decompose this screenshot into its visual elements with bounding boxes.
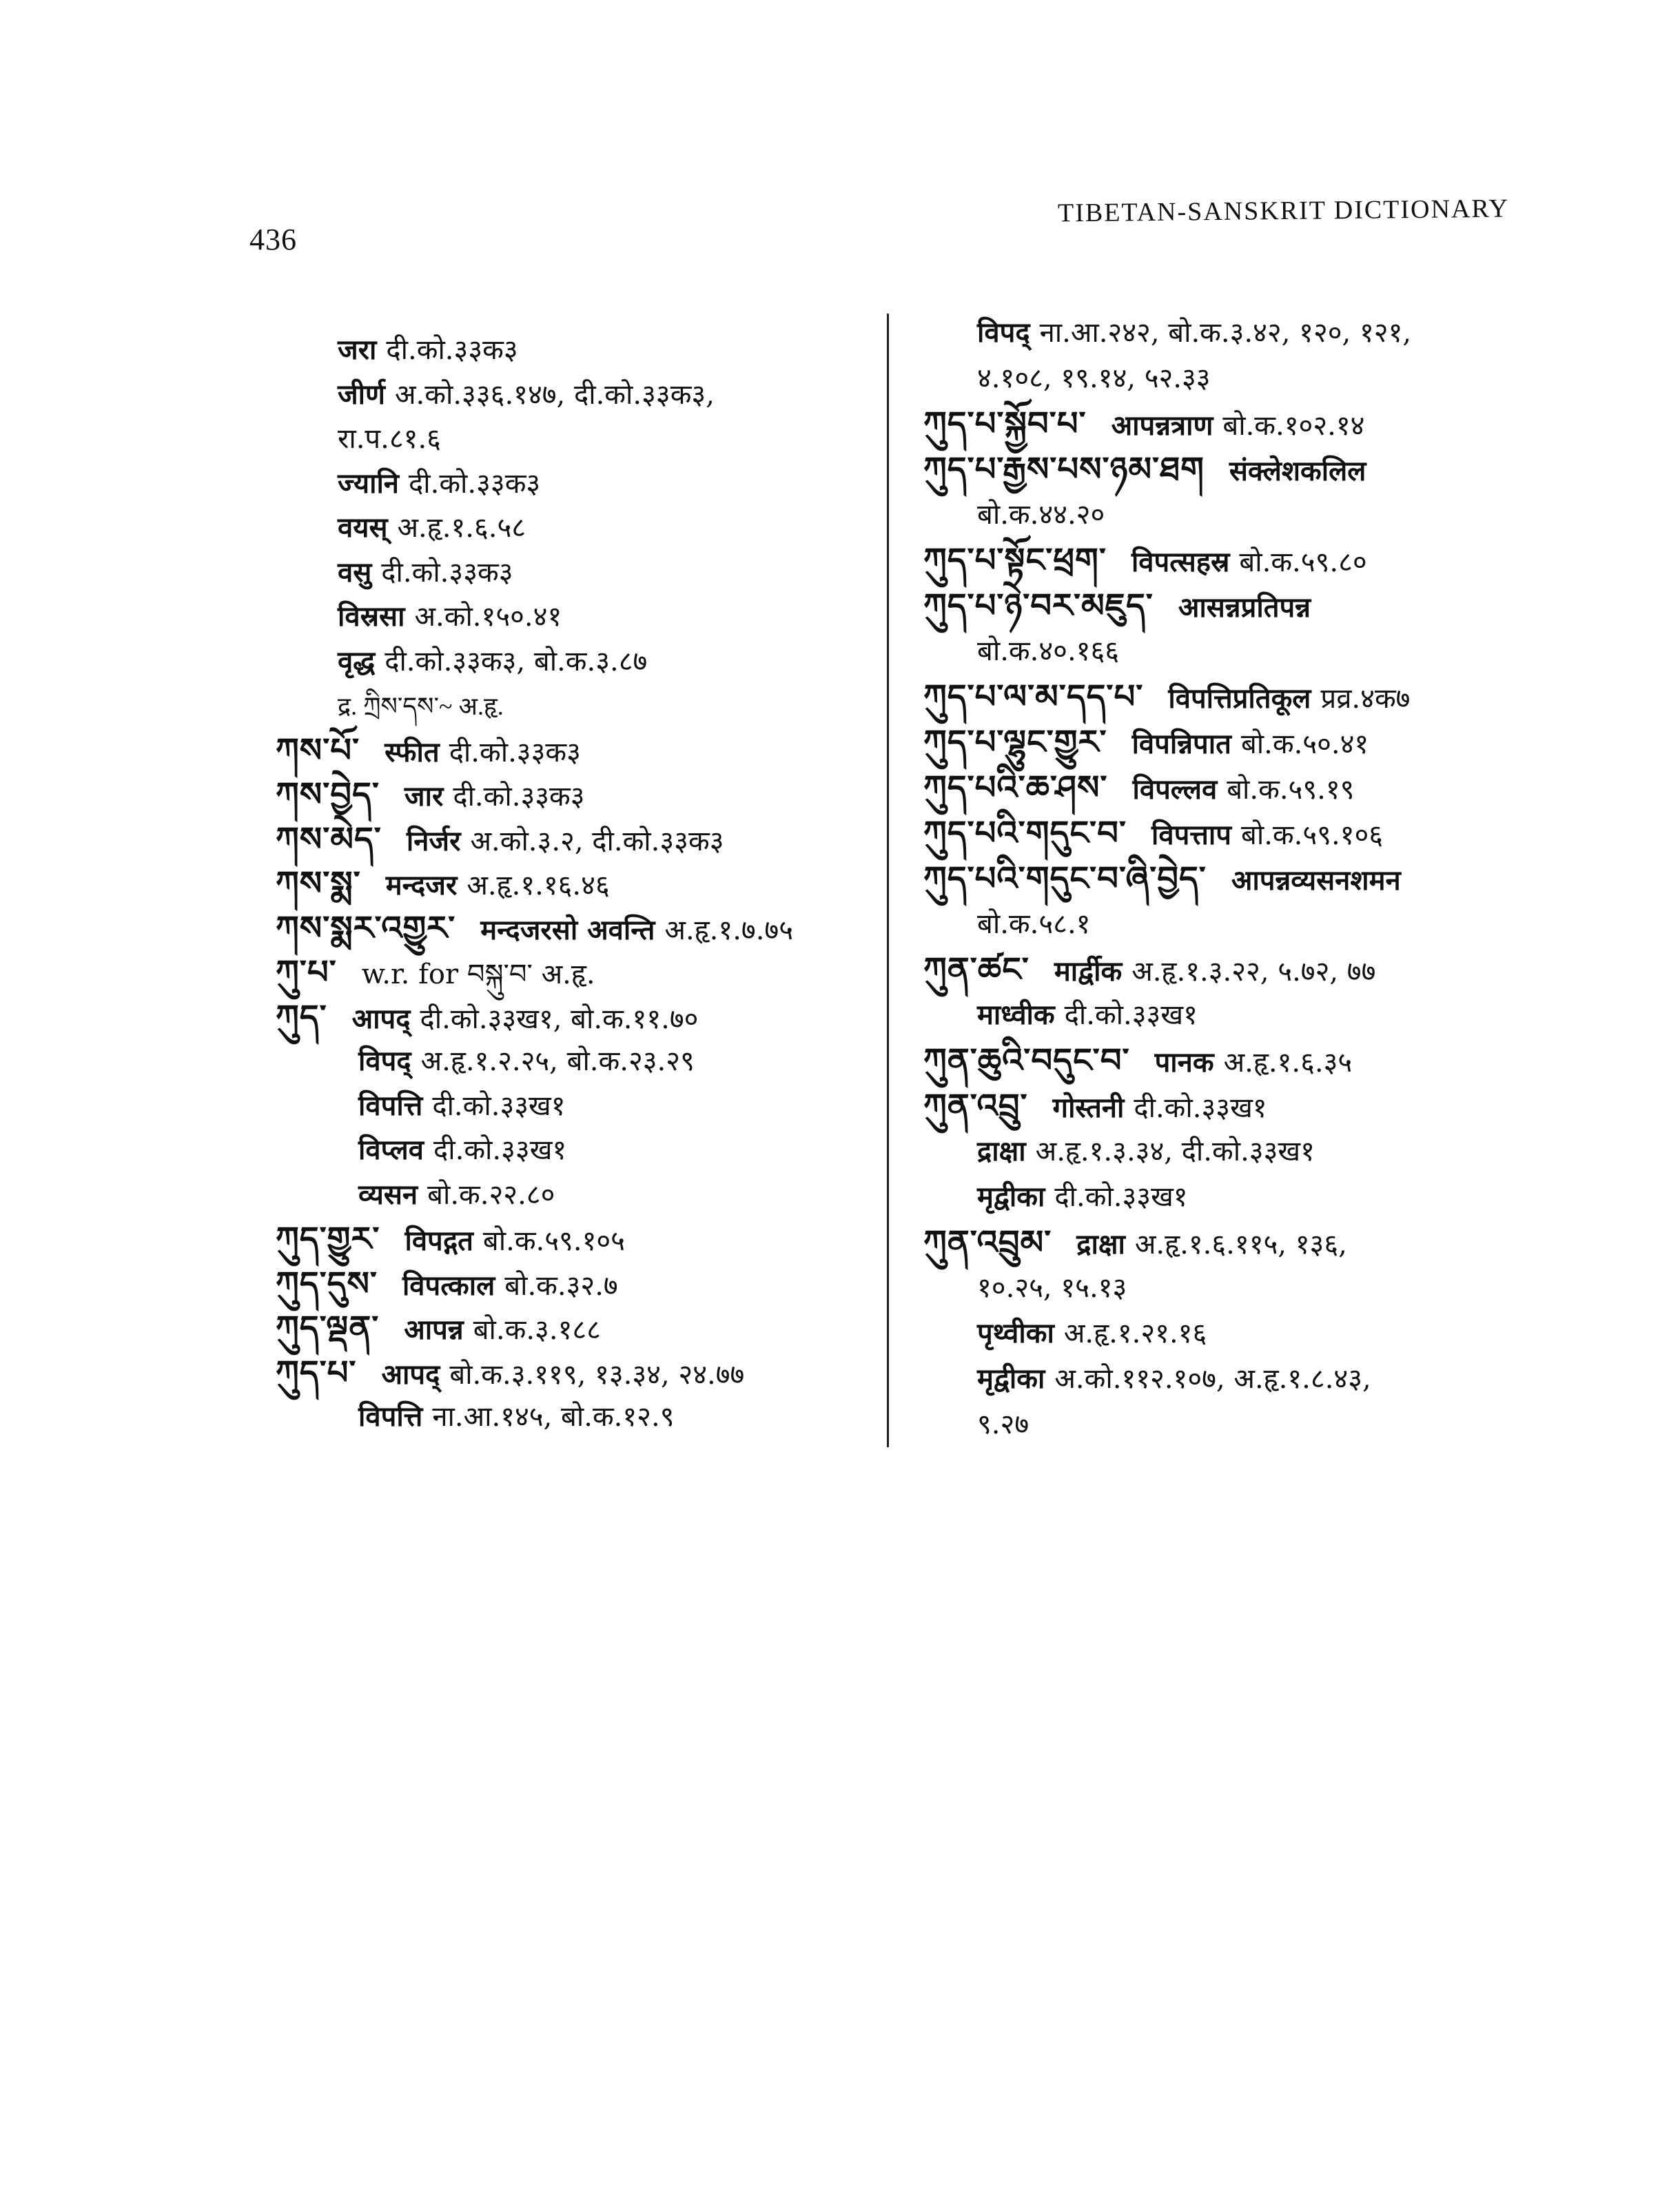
entry-headword-line <box>923 1223 1347 1262</box>
entry-headword-line <box>276 1309 601 1347</box>
source-reference: दी.को.३३ख१ <box>1064 999 1198 1031</box>
sanskrit-equivalent: मृद्वीका <box>977 1362 1045 1395</box>
column-divider <box>887 314 889 1447</box>
source-reference: अ.हृ.१.१६.४६ <box>467 870 610 901</box>
entry-headword-line <box>276 731 581 770</box>
source-reference: अ.हृ.१.२.२५, बो.क.२३.२९ <box>420 1045 695 1077</box>
source-reference: बो.क.३२.७ <box>504 1269 618 1302</box>
tibetan-headword: ཀུན་འབྲུམ་ <box>923 1223 1052 1262</box>
source-reference: ४.१०८, १९.१४, ५२.३३ <box>977 362 1211 394</box>
entry-line <box>358 1042 695 1081</box>
source-reference: बो.क.४४.२० <box>977 499 1105 531</box>
source-reference: अ.को.११२.१०७, अ.हृ.१.८.४३, <box>1054 1363 1371 1395</box>
entry-headword-line <box>923 723 1369 762</box>
tibetan-headword: ཀས་མེད་ <box>276 819 382 859</box>
entry-headword-line <box>923 405 1364 443</box>
tibetan-headword: ཀུད་པ་ལྷུང་གྱུར་ <box>923 723 1107 762</box>
entry-line <box>977 359 1211 398</box>
sanskrit-equivalent: विपद् <box>977 316 1030 349</box>
sanskrit-equivalent: जीर्ण <box>338 378 385 411</box>
entry-line <box>338 420 441 458</box>
source-reference: दी.को.३३क३, बो.क.३.८७ <box>385 645 648 677</box>
sanskrit-equivalent: आपद् <box>381 1358 440 1391</box>
sanskrit-equivalent: आपन्न <box>404 1314 464 1346</box>
entry-line <box>977 1360 1371 1398</box>
entry-line <box>977 905 1090 943</box>
entry-headword-line <box>923 814 1383 852</box>
sanskrit-equivalent: जरा <box>338 334 377 366</box>
sanskrit-equivalent: निर्जर <box>406 824 461 857</box>
sanskrit-equivalent: विपल्लव <box>1132 773 1218 806</box>
source-reference: बो.क.२२.८० <box>427 1178 555 1211</box>
sanskrit-equivalent: पानक <box>1154 1046 1214 1079</box>
entry-line <box>977 1132 1315 1171</box>
sanskrit-equivalent: आपन्नत्राण <box>1111 409 1213 442</box>
tibetan-headword: ཀུད་པ་རྒྱས་པས་ཉམ་ཐག <box>923 450 1205 489</box>
source-reference: रा.प.८१.६ <box>338 423 441 455</box>
tibetan-headword: ཀུན་ཆུའི་བདུང་བ་ <box>923 1041 1130 1080</box>
entry-line <box>977 1314 1207 1353</box>
source-reference: दी.को.३३क३ <box>449 736 581 768</box>
entry-headword-line <box>276 1265 618 1303</box>
entry-line <box>977 495 1105 534</box>
entry-line <box>358 1131 566 1169</box>
source-reference: अ.हृ.१.६.३५ <box>1223 1047 1353 1079</box>
sanskrit-equivalent: मृद्वीका <box>977 1181 1045 1213</box>
sanskrit-equivalent: ज्यानि <box>338 467 399 500</box>
sanskrit-equivalent: स्फीत <box>385 735 440 768</box>
tibetan-headword: ཀས་སྨར་འགྱུར་ <box>276 908 456 948</box>
source-reference: बो.क.५९.१०५ <box>482 1225 625 1257</box>
source-reference: दी.को.३३क३ <box>453 781 585 813</box>
entry-headword-line <box>923 950 1375 989</box>
source-reference: बो.क.५९.१९ <box>1227 774 1355 806</box>
source-reference: बो.क.५०.४१ <box>1240 728 1369 760</box>
tibetan-headword: ཀས་སྨ་ <box>276 864 361 903</box>
tibetan-headword: ཀུད་པའི་གདུང་བ་ <box>923 814 1127 852</box>
source-reference: अ.हृ.१.३.३४, दी.को.३३ख१ <box>1035 1136 1315 1167</box>
source-reference: अ.हृ.१.३.२२, ५.७२, ७७ <box>1131 956 1376 988</box>
source-reference: w.r. for བསྐུ་བ་ अ.हृ. <box>361 959 595 990</box>
sanskrit-equivalent: द्राक्षा <box>1076 1228 1125 1260</box>
tibetan-headword: ཀུད་པ་སྟོང་ཕྲག་ <box>923 541 1107 580</box>
source-reference: अ.हृ.१.७.७५ <box>664 914 794 946</box>
entry-headword-line <box>276 1220 625 1258</box>
entry-line <box>977 996 1198 1034</box>
source-reference: प्रव्र.४क७ <box>1320 683 1411 715</box>
tibetan-headword: ཀུད་ <box>276 997 327 1036</box>
sanskrit-equivalent: गोस्तनी <box>1052 1092 1125 1124</box>
sanskrit-equivalent: मन्दजर <box>385 869 458 901</box>
entry-line <box>338 376 715 414</box>
source-reference: अ.को.३.२, दी.को.३३क३ <box>470 825 724 857</box>
entry-headword-line <box>923 1087 1267 1125</box>
sanskrit-equivalent: विपत्सहस्र <box>1131 546 1230 578</box>
tibetan-headword: ཀུད་པ་སྐྱོབ་པ་ <box>923 405 1087 443</box>
entry-line <box>338 686 504 725</box>
sanskrit-equivalent: मार्द्वीक <box>1054 955 1123 988</box>
entry-headword-line <box>276 864 610 903</box>
sanskrit-equivalent: विपत्काल <box>402 1269 495 1302</box>
source-reference: अ.को.३३६.१४७, दी.को.३३क३, <box>394 378 715 411</box>
sanskrit-equivalent: विपद्गत <box>404 1225 473 1257</box>
sanskrit-equivalent: व्यसन <box>358 1178 418 1211</box>
sanskrit-equivalent: आपन्नव्यसनशमन <box>1231 864 1401 897</box>
entry-headword-line <box>923 677 1410 716</box>
sanskrit-equivalent: विस्रसा <box>338 600 405 633</box>
tibetan-headword: ཀུ་པ་ <box>276 953 337 992</box>
sanskrit-equivalent: विपत्ति <box>358 1089 423 1122</box>
tibetan-headword: ཀུན་འབྲུ་ <box>923 1087 1028 1125</box>
entry-line <box>338 509 526 547</box>
tibetan-headword: ཀས་བྱེད་ <box>276 775 380 814</box>
sanskrit-equivalent: वृद्ध <box>338 644 376 677</box>
source-reference: दी.को.३३क३ <box>409 467 541 500</box>
source-reference: बो.क.५८.१ <box>977 908 1091 940</box>
sanskrit-equivalent: विपत्ति <box>358 1400 423 1433</box>
entry-headword-line <box>923 541 1367 580</box>
tibetan-headword: ཀས་པོ་ <box>276 730 360 770</box>
sanskrit-equivalent: जार <box>404 780 444 813</box>
entry-headword-line <box>276 953 595 992</box>
sanskrit-equivalent: वयस् <box>338 511 388 544</box>
entry-line <box>358 1087 566 1125</box>
source-reference: १०.२५, १५.१३ <box>977 1272 1127 1304</box>
source-reference: बो.क.५९.८० <box>1239 546 1367 578</box>
entry-line <box>338 553 513 592</box>
entry-line <box>338 642 647 681</box>
source-reference: बो.क.३.१८८ <box>473 1314 601 1346</box>
entry-headword-line <box>276 775 585 814</box>
sanskrit-equivalent: माध्वीक <box>977 999 1055 1031</box>
sanskrit-equivalent: संक्लेशकलिल <box>1229 455 1366 487</box>
source-reference: बो.क.३.११९, १३.३४, २४.७७ <box>449 1358 745 1391</box>
source-reference: बो.क.४०.१६६ <box>977 635 1120 667</box>
sanskrit-equivalent: मन्दजरसो अवन्ति <box>480 913 655 946</box>
source-reference: ना.आ.१४५, बो.क.१२.९ <box>432 1401 675 1433</box>
tibetan-headword: ཀུན་ཚང་ <box>923 950 1029 989</box>
sanskrit-equivalent: आपद् <box>351 1002 411 1035</box>
source-reference: दी.को.३३ख१ <box>1054 1181 1188 1213</box>
cross-reference: द्र. ཀྲིས་དས་~ अ.हृ. <box>338 693 504 720</box>
entry-headword-line <box>923 859 1411 898</box>
sanskrit-equivalent: वसु <box>338 555 372 589</box>
sanskrit-equivalent: विप्लव <box>358 1134 424 1166</box>
entry-line <box>977 1178 1188 1216</box>
source-reference: दी.को.३३ख१ <box>432 1090 566 1122</box>
tibetan-headword: ཀུད་པ་ཉེ་བར་མཇུད་ <box>923 586 1154 625</box>
tibetan-headword: ཀུད་ལྡན་ <box>276 1309 380 1347</box>
source-reference: अ.हृ.१.२१.१६ <box>1063 1318 1207 1349</box>
entry-line <box>977 314 1411 352</box>
source-reference: दी.को.३३ख१ <box>1134 1092 1267 1124</box>
source-reference: दी.को.३३क३ <box>386 334 518 366</box>
sanskrit-equivalent: विपन्निपात <box>1131 728 1231 760</box>
sanskrit-equivalent: विपत्तिप्रतिकूल <box>1168 682 1311 715</box>
entry-line <box>358 1398 675 1436</box>
tibetan-headword: ཀུད་པ་ <box>276 1353 357 1392</box>
tibetan-headword: ཀུད་གྱུར་ <box>276 1220 380 1258</box>
entry-line <box>977 1269 1127 1307</box>
entry-headword-line <box>923 768 1354 807</box>
sanskrit-equivalent: विपत्ताप <box>1151 819 1232 851</box>
entry-headword-line <box>923 586 1320 625</box>
source-reference: बो.क.५९.१०६ <box>1241 819 1384 851</box>
page-number: 436 <box>249 223 297 256</box>
entry-headword-line <box>276 820 724 859</box>
entry-headword-line <box>276 998 698 1036</box>
entry-headword-line <box>276 1353 744 1392</box>
source-reference: अ.को.१५०.४१ <box>414 601 562 633</box>
source-reference: दी.को.३३क३ <box>381 556 513 589</box>
entry-headword-line <box>276 909 793 948</box>
tibetan-headword: ཀུད་པའི་ཆ་ཤས་ <box>923 768 1108 807</box>
source-reference: ९.२७ <box>977 1409 1029 1440</box>
source-reference: ना.आ.२४२, बो.क.३.४२, १२०, १२१, <box>1039 317 1412 349</box>
running-head: TIBETAN-SANSKRIT DICTIONARY <box>1057 194 1510 228</box>
sanskrit-equivalent: पृथ्वीका <box>977 1317 1054 1349</box>
tibetan-headword: ཀུད་དུས་ <box>276 1264 378 1303</box>
entry-line <box>338 597 562 636</box>
source-reference: बो.क.१०२.१४ <box>1222 410 1365 442</box>
source-reference: दी.को.३३ख१, बो.क.११.७० <box>420 1003 699 1035</box>
tibetan-headword: ཀུད་པའི་གདུང་བ་ཞི་བྱེད་ <box>923 859 1207 898</box>
source-reference: अ.हृ.१.६.११५, १३६, <box>1134 1229 1347 1260</box>
entry-line <box>977 1405 1029 1444</box>
tibetan-headword: ཀུད་པ་ལ་མ་དད་པ་ <box>923 677 1144 716</box>
entry-line <box>338 464 540 503</box>
entry-line <box>338 331 518 369</box>
sanskrit-equivalent: विपद् <box>358 1045 411 1077</box>
entry-headword-line <box>923 1041 1352 1080</box>
source-reference: दी.को.३३ख१ <box>433 1134 567 1166</box>
source-reference: अ.हृ.१.६.५८ <box>397 512 526 544</box>
sanskrit-equivalent: द्राक्षा <box>977 1135 1026 1167</box>
entry-line <box>977 632 1119 671</box>
entry-line <box>358 1176 555 1214</box>
sanskrit-equivalent: आसन्नप्रतिपन्न <box>1178 591 1311 624</box>
entry-headword-line <box>923 450 1375 489</box>
